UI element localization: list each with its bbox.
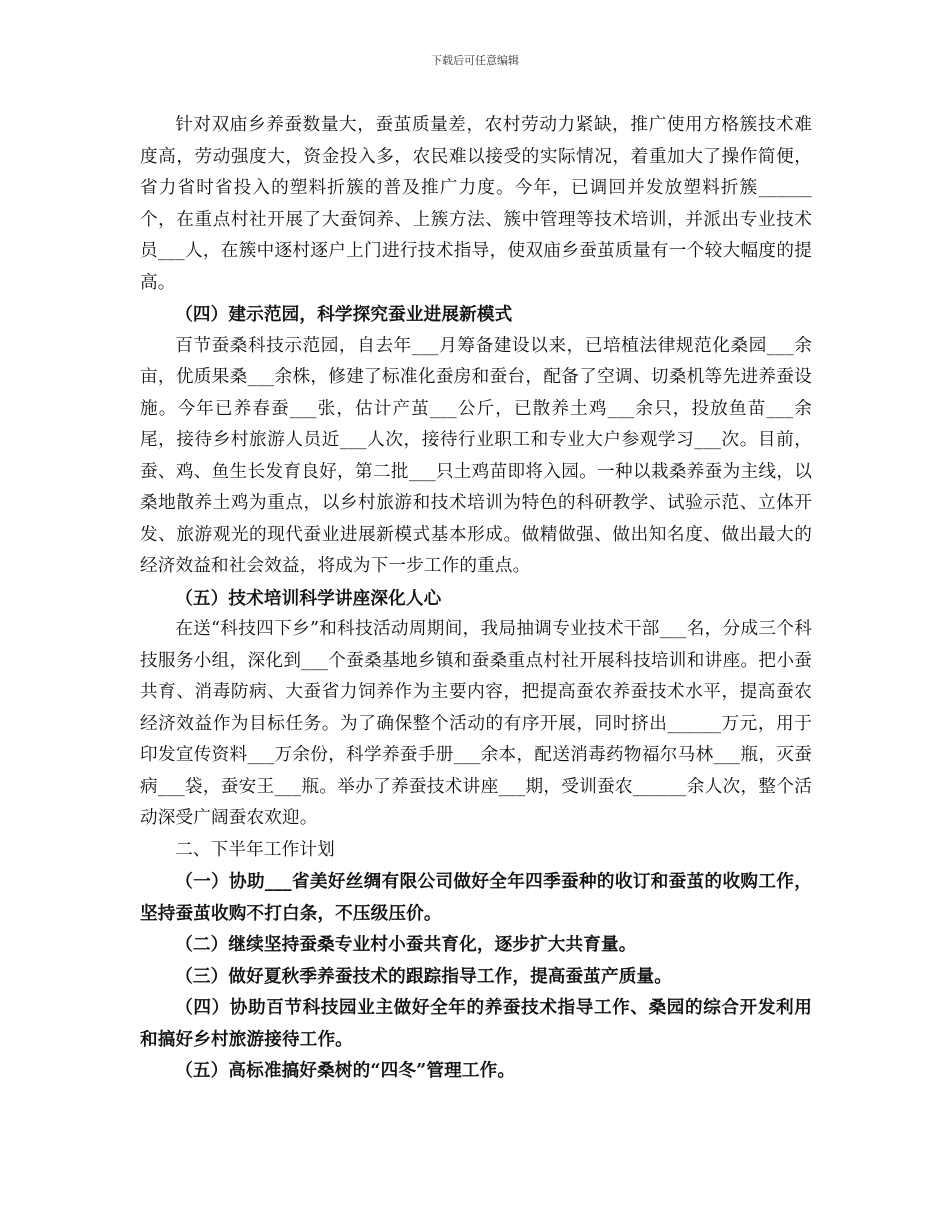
heading-technical-training: （五）技术培训科学讲座深化人心 (175, 587, 442, 609)
paragraph-demonstration-park: 百节蚕桑科技示范园，自去年___月筹备建设以来，已培植法律规范化桑园___余亩，优质果桑___余株，修建了标准化蚕房和蚕台，配备了空调、切桑机等先进养蚕设施。今年已养春蚕___张，估计产茧___公斤，已散养土鸡___余只，投放鱼苗___余尾，接待乡村旅游人员近___人次，接待行业职工和专业大户参观学习___次。目前，蚕、鸡、鱼生长发育良好，第二批___只土鸡苗即将入园。一种以栽桑养蚕为主线，以桑地散养土鸡为重点，以乡村旅游和技术培训为特色的科研教学、试验示范、立体开发、旅游观光的现代蚕业进展新模式基本形成。做精做强、做出知名度、做出最大的经济效益和社会效益，将成为下一步工作的重点。 (140, 335, 812, 576)
plan-item-4: （四）协助百节科技园业主做好全年的养蚕技术指导工作、桑园的综合开发利用和搞好乡村旅游接待工作。 (140, 997, 812, 1050)
plan-item-1: （一）协助___省美好丝绸有限公司做好全年四季蚕种的收订和蚕茧的收购工作，坚持蚕茧收购不打白条，不压级压价。 (140, 871, 812, 924)
plan-item-2: （二）继续坚持蚕桑专业村小蚕共育化，逐步扩大共育量。 (175, 934, 637, 955)
heading-demonstration-park: （四）建示范园，科学探究蚕业进展新模式 (175, 304, 513, 325)
paragraph-folding-cluster-promotion: 针对双庙乡养蚕数量大，蚕茧质量差，农村劳动力紧缺，推广使用方格簇技术难度高，劳动强度大，资金投入多，农民难以接受的实际情况，着重加大了操作简便，省力省时省投入的塑料折簇的普及推广力度。今年，已调回并发放塑料折簇______个，在重点村社开展了大蚕饲养、上簇方法、簇中管理等技术培训，并派出专业技术员___人，在簇中逐村逐户上门进行技术指导，使双庙乡蚕茧质量有一个较大幅度的提高。 (140, 115, 812, 293)
plan-item-5: （五）高标准搞好桑树的“四冬”管理工作。 (175, 1060, 516, 1081)
section-heading-second-half-plan: 二、下半年工作计划 (175, 839, 335, 860)
document-body (140, 110, 812, 1087)
plan-item-3: （三）做好夏秋季养蚕技术的跟踪指导工作，提高蚕茧产质量。 (175, 965, 673, 987)
page-header: 下载后可任意编辑 (431, 54, 519, 67)
paragraph-technical-training: 在送“科技四下乡”和科技活动周期间，我局抽调专业技术干部___名，分成三个科技服务小组，深化到___个蚕桑基地乡镇和蚕桑重点村社开展科技培训和讲座。把小蚕共育、消毒防病、大蚕省力饲养作为主要内容，把提高蚕农养蚕技术水平，提高蚕农经济效益作为目标任务。为了确保整个活动的有序开展，同时挤出______万元，用于印发宣传资料___万余份，科学养蚕手册___余本，配送消毒药物福尔马林___瓶，灭蚕病___袋，蚕安王___瓶。举办了养蚕技术讲座___期，受训蚕农______余人次，整个活动深受广阔蚕农欢迎。 (140, 619, 812, 828)
